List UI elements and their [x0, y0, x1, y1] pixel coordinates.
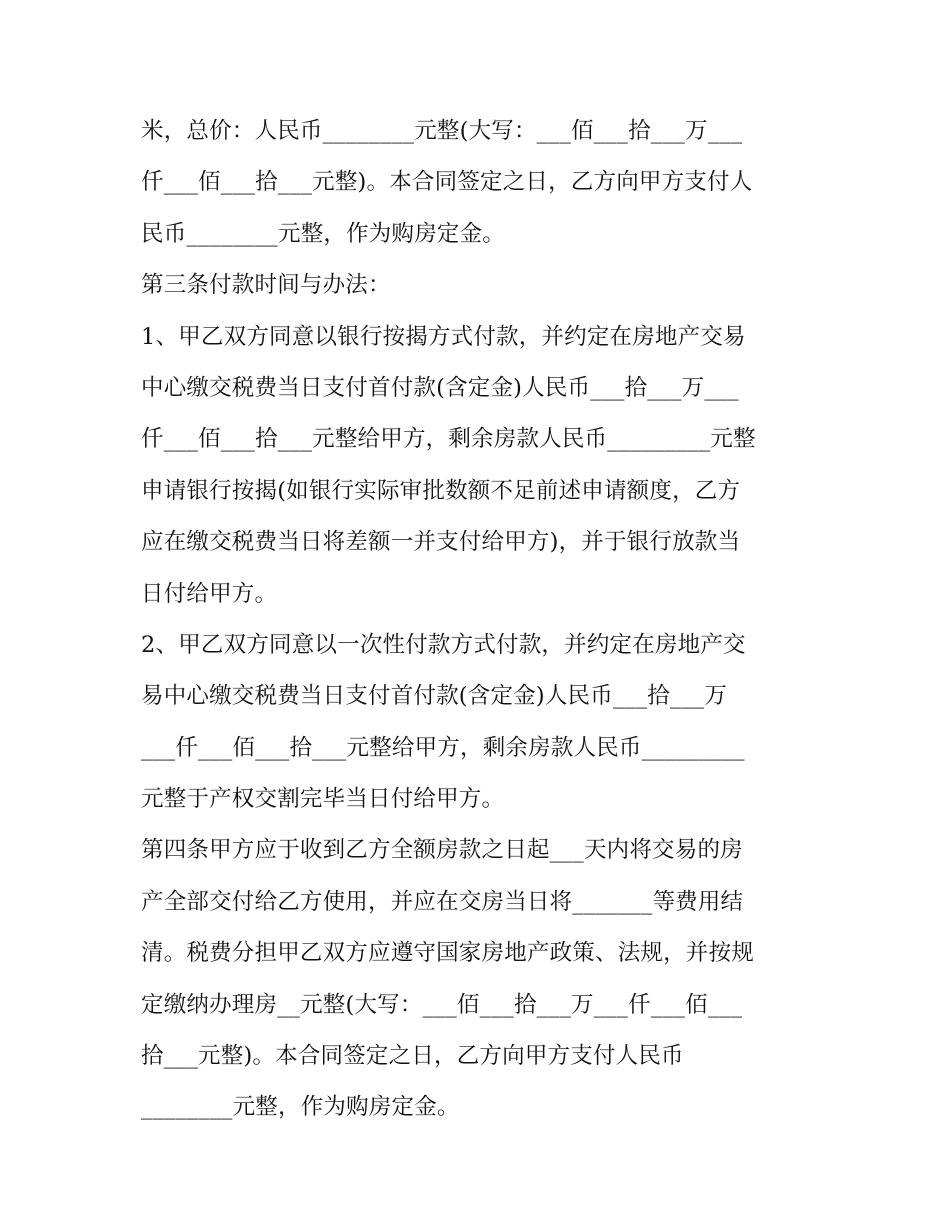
text-line: 拾___元整)。本合同签定之日，乙方向甲方支付人民币 — [141, 1043, 684, 1070]
text-line: 2、甲乙双方同意以一次性付款方式付款，并约定在房地产交 — [141, 631, 746, 658]
text-line: 米，总价：人民币________元整(大写：___佰___拾___万___ — [141, 118, 743, 144]
text-line: 第四条甲方应于收到乙方全额房款之日起___天内将交易的房 — [141, 837, 743, 864]
text-line: 申请银行按揭(如银行实际审批数额不足前述申请额度，乙方 — [141, 477, 741, 504]
text-line: 中心缴交税费当日支付首付款(含定金)人民币___拾___万___ — [141, 374, 739, 401]
text-line: 应在缴交税费当日将差额一并支付给甲方)，并于银行放款当 — [141, 529, 741, 556]
text-line: 民币________元整，作为购房定金。 — [141, 220, 506, 247]
text-line: ________元整，作为购房定金。 — [141, 1094, 460, 1121]
text-line: 元整于产权交割完毕当日付给甲方。 — [141, 786, 505, 813]
text-line: 仟___佰___拾___元整)。本合同签定之日，乙方向甲方支付人 — [141, 169, 753, 196]
text-line: ___仟___佰___拾___元整给甲方，剩余房款人民币_________ — [141, 734, 745, 761]
text-line: 仟___佰___拾___元整给甲方，剩余房款人民币_________元整 — [141, 426, 756, 453]
text-line: 产全部交付给乙方使用，并应在交房当日将_______等费用结 — [141, 888, 744, 915]
text-line: 易中心缴交税费当日支付首付款(含定金)人民币___拾___万 — [141, 683, 728, 710]
contract-text — [141, 106, 821, 1134]
section-heading: 第三条付款时间与办法： — [141, 272, 391, 299]
text-line: 清。税费分担甲乙双方应遵守国家房地产政策、法规，并按规 — [141, 940, 754, 967]
text-line: 1、甲乙双方同意以银行按揭方式付款，并约定在房地产交易 — [141, 323, 746, 350]
text-line: 日付给甲方。 — [141, 580, 278, 607]
text-line: 定缴纳办理房__元整(大写：___佰___拾___万___仟___佰___ — [141, 991, 743, 1018]
